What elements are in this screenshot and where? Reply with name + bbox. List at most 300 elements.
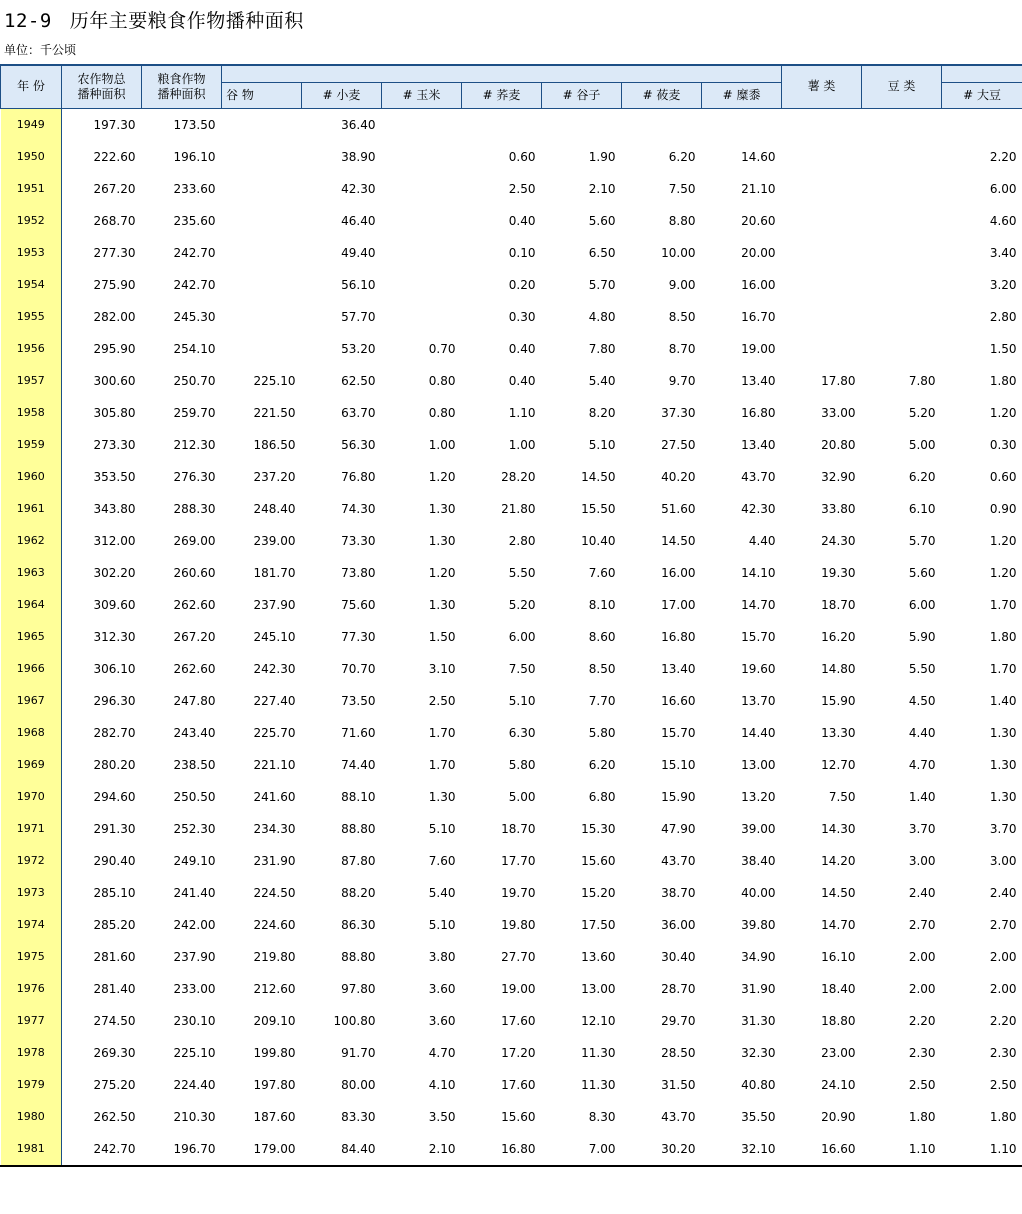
value-cell: 6.50 bbox=[588, 245, 616, 260]
value-cell bbox=[782, 301, 862, 333]
value-cell: 73.50 bbox=[341, 693, 376, 708]
value-cell: 91.70 bbox=[341, 1045, 376, 1060]
year-cell: 1963 bbox=[1, 557, 62, 589]
value-cell: 18.80 bbox=[821, 1013, 856, 1028]
value-cell: 24.30 bbox=[821, 533, 856, 548]
value-cell: 187.60 bbox=[253, 1109, 296, 1124]
value-cell bbox=[382, 205, 462, 237]
value-cell: 309.60 bbox=[93, 597, 136, 612]
table-row bbox=[1, 621, 1022, 653]
value-cell: 16.10 bbox=[821, 949, 856, 964]
value-cell: 267.20 bbox=[173, 629, 216, 644]
value-cell: 243.40 bbox=[173, 725, 216, 740]
value-cell: 0.40 bbox=[508, 213, 536, 228]
value-cell: 280.20 bbox=[93, 757, 136, 772]
value-cell: 196.10 bbox=[173, 149, 216, 164]
data-table-container bbox=[0, 64, 1022, 1165]
value-cell: 13.00 bbox=[741, 757, 776, 772]
value-cell: 242.70 bbox=[173, 245, 216, 260]
table-header bbox=[1, 65, 1022, 108]
value-cell: 1.00 bbox=[428, 437, 456, 452]
value-cell: 343.80 bbox=[93, 501, 136, 516]
value-cell: 224.50 bbox=[253, 885, 296, 900]
value-cell: 233.60 bbox=[173, 181, 216, 196]
value-cell bbox=[862, 269, 942, 301]
value-cell: 31.30 bbox=[741, 1013, 776, 1028]
value-cell: 248.40 bbox=[253, 501, 296, 516]
value-cell: 28.20 bbox=[501, 469, 536, 484]
value-cell: 15.30 bbox=[581, 821, 616, 836]
value-cell: 40.00 bbox=[741, 885, 776, 900]
value-cell: 47.90 bbox=[661, 821, 696, 836]
value-cell: 2.30 bbox=[908, 1045, 936, 1060]
value-cell: 88.80 bbox=[341, 821, 376, 836]
year-cell: 1975 bbox=[1, 941, 62, 973]
year-cell: 1958 bbox=[1, 397, 62, 429]
value-cell: 74.40 bbox=[341, 757, 376, 772]
table-row bbox=[1, 205, 1022, 237]
header-buckwheat: # 荞麦 bbox=[462, 82, 542, 108]
header-soybean: # 大豆 bbox=[942, 82, 1022, 108]
year-cell: 1960 bbox=[1, 461, 62, 493]
value-cell: 225.10 bbox=[253, 373, 296, 388]
value-cell: 2.20 bbox=[908, 1013, 936, 1028]
value-cell: 267.20 bbox=[93, 181, 136, 196]
value-cell: 15.60 bbox=[501, 1109, 536, 1124]
table-row bbox=[1, 941, 1022, 973]
value-cell: 0.40 bbox=[508, 373, 536, 388]
value-cell: 83.30 bbox=[341, 1109, 376, 1124]
header-millet: # 谷子 bbox=[542, 82, 622, 108]
table-row bbox=[1, 1037, 1022, 1069]
value-cell: 296.30 bbox=[93, 693, 136, 708]
value-cell: 197.30 bbox=[93, 117, 136, 132]
table-row bbox=[1, 108, 1022, 141]
value-cell: 5.40 bbox=[428, 885, 456, 900]
value-cell bbox=[222, 205, 302, 237]
value-cell: 13.40 bbox=[741, 373, 776, 388]
value-cell: 43.70 bbox=[661, 1109, 696, 1124]
value-cell: 31.90 bbox=[741, 981, 776, 996]
value-cell bbox=[542, 108, 622, 141]
value-cell: 14.70 bbox=[741, 597, 776, 612]
value-cell: 250.50 bbox=[173, 789, 216, 804]
value-cell: 1.50 bbox=[428, 629, 456, 644]
value-cell: 4.50 bbox=[908, 693, 936, 708]
value-cell: 222.60 bbox=[93, 149, 136, 164]
value-cell bbox=[862, 205, 942, 237]
table-row bbox=[1, 269, 1022, 301]
value-cell: 2.70 bbox=[989, 917, 1017, 932]
header-total-area: 农作物总 播种面积 bbox=[62, 65, 142, 108]
value-cell bbox=[382, 141, 462, 173]
value-cell: 13.60 bbox=[581, 949, 616, 964]
value-cell: 38.70 bbox=[661, 885, 696, 900]
value-cell: 18.40 bbox=[821, 981, 856, 996]
value-cell: 2.30 bbox=[989, 1045, 1017, 1060]
value-cell: 10.00 bbox=[661, 245, 696, 260]
value-cell: 2.00 bbox=[908, 981, 936, 996]
value-cell: 56.10 bbox=[341, 277, 376, 292]
value-cell: 16.60 bbox=[821, 1141, 856, 1156]
table-row bbox=[1, 557, 1022, 589]
value-cell: 17.70 bbox=[501, 853, 536, 868]
value-cell: 209.10 bbox=[253, 1013, 296, 1028]
value-cell: 2.20 bbox=[989, 1013, 1017, 1028]
value-cell: 1.70 bbox=[428, 725, 456, 740]
value-cell: 212.30 bbox=[173, 437, 216, 452]
year-cell: 1967 bbox=[1, 685, 62, 717]
value-cell: 5.70 bbox=[588, 277, 616, 292]
year-cell: 1949 bbox=[1, 108, 62, 141]
value-cell: 62.50 bbox=[341, 373, 376, 388]
value-cell bbox=[942, 108, 1022, 141]
value-cell: 2.50 bbox=[908, 1077, 936, 1092]
value-cell: 88.20 bbox=[341, 885, 376, 900]
year-cell: 1966 bbox=[1, 653, 62, 685]
year-cell: 1957 bbox=[1, 365, 62, 397]
value-cell: 290.40 bbox=[93, 853, 136, 868]
value-cell: 5.70 bbox=[908, 533, 936, 548]
value-cell: 53.20 bbox=[341, 341, 376, 356]
value-cell: 242.70 bbox=[173, 277, 216, 292]
value-cell: 275.90 bbox=[93, 277, 136, 292]
value-cell: 247.80 bbox=[173, 693, 216, 708]
value-cell: 305.80 bbox=[93, 405, 136, 420]
value-cell bbox=[862, 173, 942, 205]
value-cell: 210.30 bbox=[173, 1109, 216, 1124]
value-cell: 260.60 bbox=[173, 565, 216, 580]
value-cell: 7.50 bbox=[828, 789, 856, 804]
year-cell: 1959 bbox=[1, 429, 62, 461]
table-row bbox=[1, 173, 1022, 205]
value-cell: 262.60 bbox=[173, 597, 216, 612]
value-cell: 34.90 bbox=[741, 949, 776, 964]
value-cell: 15.20 bbox=[581, 885, 616, 900]
value-cell: 86.30 bbox=[341, 917, 376, 932]
value-cell bbox=[782, 108, 862, 141]
page-title bbox=[4, 6, 304, 33]
table-row bbox=[1, 653, 1022, 685]
table-row bbox=[1, 1133, 1022, 1165]
value-cell bbox=[862, 237, 942, 269]
value-cell: 27.70 bbox=[501, 949, 536, 964]
value-cell: 1.30 bbox=[989, 757, 1017, 772]
header-grain-area: 粮食作物 播种面积 bbox=[142, 65, 222, 108]
value-cell: 6.20 bbox=[908, 469, 936, 484]
value-cell bbox=[222, 141, 302, 173]
year-cell: 1953 bbox=[1, 237, 62, 269]
value-cell: 276.30 bbox=[173, 469, 216, 484]
year-cell: 1954 bbox=[1, 269, 62, 301]
value-cell: 197.80 bbox=[253, 1077, 296, 1092]
value-cell: 312.00 bbox=[93, 533, 136, 548]
year-cell: 1980 bbox=[1, 1101, 62, 1133]
value-cell: 8.50 bbox=[588, 661, 616, 676]
value-cell: 2.20 bbox=[989, 149, 1017, 164]
value-cell: 212.60 bbox=[253, 981, 296, 996]
table-row bbox=[1, 365, 1022, 397]
value-cell: 300.60 bbox=[93, 373, 136, 388]
value-cell: 237.90 bbox=[253, 597, 296, 612]
table-row bbox=[1, 749, 1022, 781]
value-cell: 268.70 bbox=[93, 213, 136, 228]
year-cell: 1974 bbox=[1, 909, 62, 941]
value-cell: 5.10 bbox=[428, 917, 456, 932]
value-cell: 7.50 bbox=[508, 661, 536, 676]
value-cell bbox=[782, 269, 862, 301]
value-cell: 225.10 bbox=[173, 1045, 216, 1060]
value-cell: 17.20 bbox=[501, 1045, 536, 1060]
value-cell: 262.50 bbox=[93, 1109, 136, 1124]
value-cell: 38.90 bbox=[341, 149, 376, 164]
value-cell: 14.30 bbox=[821, 821, 856, 836]
value-cell: 5.10 bbox=[428, 821, 456, 836]
value-cell: 74.30 bbox=[341, 501, 376, 516]
value-cell: 242.00 bbox=[173, 917, 216, 932]
value-cell: 2.80 bbox=[989, 309, 1017, 324]
header-blank bbox=[222, 65, 302, 82]
value-cell: 6.00 bbox=[908, 597, 936, 612]
value-cell: 4.70 bbox=[908, 757, 936, 772]
value-cell: 221.10 bbox=[253, 757, 296, 772]
value-cell: 13.00 bbox=[581, 981, 616, 996]
header-oats: # 莜麦 bbox=[622, 82, 702, 108]
value-cell bbox=[222, 269, 302, 301]
value-cell: 30.40 bbox=[661, 949, 696, 964]
value-cell bbox=[222, 333, 302, 365]
value-cell: 76.80 bbox=[341, 469, 376, 484]
value-cell: 6.80 bbox=[588, 789, 616, 804]
value-cell: 6.00 bbox=[508, 629, 536, 644]
year-cell: 1965 bbox=[1, 621, 62, 653]
value-cell: 19.60 bbox=[741, 661, 776, 676]
value-cell: 13.20 bbox=[741, 789, 776, 804]
value-cell: 8.80 bbox=[668, 213, 696, 228]
value-cell: 8.70 bbox=[668, 341, 696, 356]
value-cell: 43.70 bbox=[741, 469, 776, 484]
value-cell: 6.20 bbox=[668, 149, 696, 164]
value-cell: 16.80 bbox=[661, 629, 696, 644]
value-cell: 16.70 bbox=[741, 309, 776, 324]
value-cell: 32.30 bbox=[741, 1045, 776, 1060]
value-cell: 2.50 bbox=[508, 181, 536, 196]
value-cell: 23.00 bbox=[821, 1045, 856, 1060]
data-table bbox=[0, 64, 1022, 1165]
value-cell: 269.30 bbox=[93, 1045, 136, 1060]
value-cell bbox=[702, 108, 782, 141]
value-cell: 84.40 bbox=[341, 1141, 376, 1156]
value-cell: 1.30 bbox=[428, 533, 456, 548]
value-cell: 282.00 bbox=[93, 309, 136, 324]
value-cell: 2.50 bbox=[428, 693, 456, 708]
value-cell bbox=[862, 301, 942, 333]
value-cell: 17.60 bbox=[501, 1077, 536, 1092]
value-cell bbox=[382, 237, 462, 269]
value-cell: 27.50 bbox=[661, 437, 696, 452]
value-cell: 51.60 bbox=[661, 501, 696, 516]
value-cell: 238.50 bbox=[173, 757, 216, 772]
value-cell: 281.60 bbox=[93, 949, 136, 964]
value-cell: 14.70 bbox=[821, 917, 856, 932]
header-tubers: 薯 类 bbox=[782, 65, 862, 108]
year-cell: 1973 bbox=[1, 877, 62, 909]
value-cell: 43.70 bbox=[661, 853, 696, 868]
value-cell: 21.80 bbox=[501, 501, 536, 516]
value-cell: 32.90 bbox=[821, 469, 856, 484]
value-cell: 15.70 bbox=[661, 725, 696, 740]
value-cell: 0.80 bbox=[428, 373, 456, 388]
value-cell: 33.00 bbox=[821, 405, 856, 420]
value-cell: 186.50 bbox=[253, 437, 296, 452]
value-cell: 242.30 bbox=[253, 661, 296, 676]
value-cell: 13.40 bbox=[741, 437, 776, 452]
table-row bbox=[1, 397, 1022, 429]
value-cell: 0.90 bbox=[989, 501, 1017, 516]
table-row bbox=[1, 1005, 1022, 1037]
value-cell: 4.40 bbox=[748, 533, 776, 548]
table-title: 历年主要粮食作物播种面积 bbox=[69, 10, 304, 32]
value-cell: 252.30 bbox=[173, 821, 216, 836]
value-cell: 33.80 bbox=[821, 501, 856, 516]
unit-note: 单位：千公顷 bbox=[4, 43, 77, 57]
value-cell: 7.80 bbox=[588, 341, 616, 356]
value-cell: 3.50 bbox=[428, 1109, 456, 1124]
value-cell: 63.70 bbox=[341, 405, 376, 420]
value-cell: 0.20 bbox=[508, 277, 536, 292]
value-cell: 1.20 bbox=[989, 405, 1017, 420]
value-cell: 14.40 bbox=[741, 725, 776, 740]
value-cell: 0.70 bbox=[428, 341, 456, 356]
value-cell: 221.50 bbox=[253, 405, 296, 420]
value-cell: 4.70 bbox=[428, 1045, 456, 1060]
value-cell: 5.90 bbox=[908, 629, 936, 644]
value-cell: 233.00 bbox=[173, 981, 216, 996]
value-cell: 6.20 bbox=[588, 757, 616, 772]
table-row bbox=[1, 301, 1022, 333]
value-cell: 10.40 bbox=[581, 533, 616, 548]
value-cell: 46.40 bbox=[341, 213, 376, 228]
value-cell: 199.80 bbox=[253, 1045, 296, 1060]
value-cell: 181.70 bbox=[253, 565, 296, 580]
table-row bbox=[1, 461, 1022, 493]
value-cell: 2.40 bbox=[908, 885, 936, 900]
value-cell bbox=[222, 237, 302, 269]
value-cell: 11.30 bbox=[581, 1045, 616, 1060]
value-cell: 15.90 bbox=[661, 789, 696, 804]
value-cell: 262.60 bbox=[173, 661, 216, 676]
value-cell: 7.50 bbox=[668, 181, 696, 196]
year-cell: 1964 bbox=[1, 589, 62, 621]
value-cell: 14.60 bbox=[741, 149, 776, 164]
value-cell: 70.70 bbox=[341, 661, 376, 676]
value-cell: 14.80 bbox=[821, 661, 856, 676]
value-cell: 9.70 bbox=[668, 373, 696, 388]
value-cell: 14.50 bbox=[821, 885, 856, 900]
value-cell: 1.20 bbox=[428, 565, 456, 580]
value-cell bbox=[782, 237, 862, 269]
value-cell: 16.60 bbox=[661, 693, 696, 708]
value-cell: 7.70 bbox=[588, 693, 616, 708]
value-cell: 39.80 bbox=[741, 917, 776, 932]
value-cell: 0.40 bbox=[508, 341, 536, 356]
value-cell bbox=[782, 333, 862, 365]
table-row bbox=[1, 1101, 1022, 1133]
value-cell: 32.10 bbox=[741, 1141, 776, 1156]
table-row bbox=[1, 877, 1022, 909]
value-cell bbox=[222, 108, 302, 141]
value-cell: 2.50 bbox=[989, 1077, 1017, 1092]
value-cell: 14.50 bbox=[581, 469, 616, 484]
table-row bbox=[1, 781, 1022, 813]
value-cell: 42.30 bbox=[341, 181, 376, 196]
value-cell: 230.10 bbox=[173, 1013, 216, 1028]
value-cell: 1.50 bbox=[989, 341, 1017, 356]
value-cell: 100.80 bbox=[333, 1013, 376, 1028]
value-cell: 4.10 bbox=[428, 1077, 456, 1092]
value-cell: 3.70 bbox=[989, 821, 1017, 836]
header-broomcorn: # 糜黍 bbox=[702, 82, 782, 108]
value-cell: 5.10 bbox=[588, 437, 616, 452]
value-cell: 18.70 bbox=[501, 821, 536, 836]
year-cell: 1955 bbox=[1, 301, 62, 333]
year-cell: 1950 bbox=[1, 141, 62, 173]
table-row bbox=[1, 237, 1022, 269]
value-cell: 2.10 bbox=[428, 1141, 456, 1156]
value-cell: 1.70 bbox=[989, 661, 1017, 676]
value-cell: 282.70 bbox=[93, 725, 136, 740]
year-cell: 1976 bbox=[1, 973, 62, 1005]
header-blank bbox=[942, 65, 1022, 82]
value-cell: 88.10 bbox=[341, 789, 376, 804]
value-cell: 5.50 bbox=[508, 565, 536, 580]
value-cell: 242.70 bbox=[93, 1141, 136, 1156]
value-cell: 20.80 bbox=[821, 437, 856, 452]
value-cell: 19.70 bbox=[501, 885, 536, 900]
value-cell: 250.70 bbox=[173, 373, 216, 388]
value-cell: 277.30 bbox=[93, 245, 136, 260]
value-cell: 24.10 bbox=[821, 1077, 856, 1092]
value-cell bbox=[782, 205, 862, 237]
value-cell: 9.00 bbox=[668, 277, 696, 292]
value-cell: 8.30 bbox=[588, 1109, 616, 1124]
year-cell: 1961 bbox=[1, 493, 62, 525]
value-cell: 1.30 bbox=[428, 501, 456, 516]
value-cell: 75.60 bbox=[341, 597, 376, 612]
value-cell: 3.70 bbox=[908, 821, 936, 836]
value-cell: 30.20 bbox=[661, 1141, 696, 1156]
value-cell: 15.90 bbox=[821, 693, 856, 708]
value-cell: 13.30 bbox=[821, 725, 856, 740]
value-cell: 1.30 bbox=[989, 789, 1017, 804]
value-cell: 227.40 bbox=[253, 693, 296, 708]
value-cell: 291.30 bbox=[93, 821, 136, 836]
value-cell: 35.50 bbox=[741, 1109, 776, 1124]
value-cell: 88.80 bbox=[341, 949, 376, 964]
value-cell bbox=[462, 108, 542, 141]
value-cell: 8.50 bbox=[668, 309, 696, 324]
value-cell: 225.70 bbox=[253, 725, 296, 740]
value-cell: 49.40 bbox=[341, 245, 376, 260]
value-cell: 1.30 bbox=[989, 725, 1017, 740]
value-cell: 224.40 bbox=[173, 1077, 216, 1092]
year-cell: 1972 bbox=[1, 845, 62, 877]
value-cell: 245.10 bbox=[253, 629, 296, 644]
value-cell: 312.30 bbox=[93, 629, 136, 644]
value-cell: 0.60 bbox=[508, 149, 536, 164]
value-cell: 2.40 bbox=[989, 885, 1017, 900]
value-cell bbox=[862, 333, 942, 365]
